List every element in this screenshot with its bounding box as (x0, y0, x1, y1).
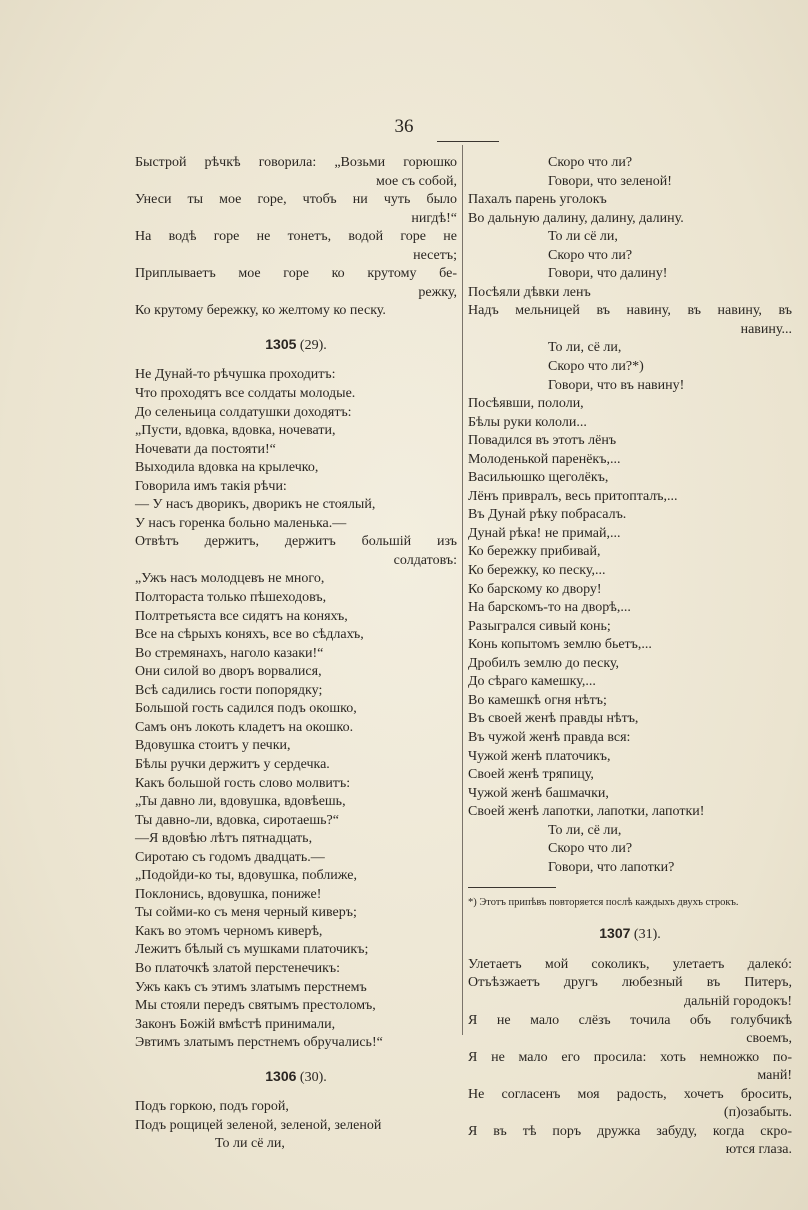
text-line: Я не мало слёзъ точила объ голубчикѣ (468, 1012, 792, 1028)
text-line: Посѣявши, пололи, (468, 396, 584, 412)
text-line: Не согласенъ моя радость, хочетъ бросить, (468, 1086, 792, 1102)
text-line: Ты давно-ли, вдовка, сиротаешь?“ (135, 812, 339, 828)
text-line: Бѣлы ручки держитъ у сердечка. (135, 756, 330, 772)
song-heading-1307 (468, 924, 792, 945)
text-line: Васильюшко щеголёкъ, (468, 470, 609, 486)
column-divider (462, 145, 463, 1035)
text-line: Быстрой рѣчкѣ говорила: „Возьми горюшко (135, 155, 457, 170)
text-line: Большой гость садился подъ окошко, (135, 701, 357, 717)
text-line: Бѣлы руки кололи... (468, 414, 587, 430)
text-line: Я въ тѣ поръ дружка забуду, когда скро- (468, 1123, 792, 1139)
text-line: Скоро что ли? (548, 155, 633, 170)
text-line: Посѣяли дѣвки ленъ (468, 284, 591, 300)
text-line: Вдовушка стоитъ у печки, (135, 738, 291, 754)
text-line: навину... (740, 321, 792, 337)
song-heading-1306 (135, 1067, 457, 1088)
text-line: Ко барскому ко двору! (468, 581, 602, 597)
text-line: Въ чужой женѣ правда вся: (468, 729, 631, 745)
text-line: Скоро что ли? (548, 247, 633, 263)
text-line: Отвѣтъ держитъ, держитъ большій изъ (135, 534, 457, 550)
song-heading-1305 (135, 335, 457, 356)
text-line: Дунай рѣка! не примай,... (468, 525, 621, 541)
text-line: Во платочкѣ златой перстенечикъ: (135, 960, 341, 976)
text-line: Въ своей женѣ правды нѣтъ, (468, 711, 639, 727)
text-line: Повадился въ этотъ лёнъ (468, 433, 617, 449)
song-subnumber: (30). (299, 1069, 327, 1085)
text-line: своемъ, (746, 1031, 792, 1047)
text-line: — У насъ дворикъ, дворикъ не стоялый, (135, 497, 376, 513)
text-line: На водѣ горе не тонетъ, водой горе не (135, 229, 457, 245)
text-line: Приплываетъ мое горе ко крутому бе- (135, 266, 457, 282)
text-line: (п)озабыть. (723, 1105, 792, 1121)
text-line: Отъѣзжаетъ другъ любезный въ Питеръ, (468, 975, 792, 991)
text-line: Ко бережку, ко песку,... (468, 563, 606, 579)
text-line: Во дальную далину, далину, далину. (468, 210, 684, 226)
text-line: „Подойди-ко ты, вдовушка, поближе, (135, 868, 357, 884)
text-line: Лежитъ бѣлый съ мушками платочикъ; (135, 942, 369, 958)
song-subnumber: (31). (633, 927, 661, 943)
text-line: Своей женѣ лапотки, лапотки, лапотки! (468, 804, 705, 820)
text-line: мое съ собой, (375, 173, 457, 189)
text-line: Говорила имъ такія рѣчи: (135, 478, 287, 494)
text-line: „Ты давно ли, вдовушка, вдовѣешь, (135, 794, 346, 810)
text-line: Говори, что далину! (548, 266, 668, 282)
text-line: ются глаза. (725, 1142, 792, 1158)
text-line: режку, (418, 284, 457, 300)
text-line: Чужой женѣ башмачки, (468, 785, 609, 801)
text-line: Ты сойми-ко съ меня черный киверъ; (135, 905, 357, 921)
text-line: Во камешкѣ огня нѣтъ; (468, 692, 607, 708)
text-line: Подъ рощицей зеленой, зеленой, зеленой (135, 1117, 382, 1133)
text-line: Законъ Божій вмѣстѣ принимали, (135, 1016, 336, 1032)
text-line: „Ужъ насъ молодцевъ не много, (135, 571, 325, 587)
page-number: 36 (394, 116, 414, 137)
text-line: То ли, сё ли, (548, 340, 622, 356)
text-line: Все на сѣрыхъ коняхъ, все во сѣдлахъ, (135, 627, 364, 643)
song-number: 1307 (599, 925, 631, 942)
text-line: Полтораста только пѣшеходовъ, (135, 590, 327, 606)
text-line: Ко крутому бережку, ко желтому ко песку. (135, 303, 386, 319)
text-line: солдатовъ: (393, 552, 457, 568)
text-line: Я не мало его просила: хоть немножко по- (468, 1049, 792, 1065)
text-line: Не Дунай-то рѣчушка проходитъ: (135, 367, 336, 383)
text-line: несетъ; (413, 247, 457, 263)
text-line: Своей женѣ тряпицу, (468, 767, 594, 783)
text-line: Скоро что ли?*) (548, 359, 644, 375)
song-number: 1305 (265, 335, 297, 352)
text-line: Ужъ какъ съ этимъ златымъ перстнемъ (135, 979, 367, 995)
text-line: Подъ горкою, подъ горой, (135, 1099, 289, 1115)
text-line: Говори, что въ навину! (548, 377, 685, 393)
footnote: *) Этотъ припѣвъ повторяется послѣ каждыхъ двухъ строкъ. (468, 897, 739, 909)
text-line: манй! (757, 1068, 792, 1084)
text-line: Разыгрался сивый конь; (468, 618, 611, 634)
text-line: Выходила вдовка на крылечко, (135, 460, 319, 476)
text-line: Лёнъ привралъ, весь притопталъ,... (468, 488, 678, 504)
footnote-rule (468, 887, 556, 888)
text-line: До селеньица солдатушки доходятъ: (135, 404, 352, 420)
text-line: На барскомъ-то на дворѣ,... (468, 600, 631, 616)
text-line: Въ Дунай рѣку побрасалъ. (468, 507, 627, 523)
text-line: Во стремянахъ, наголо казаки!“ (135, 645, 324, 661)
text-line: Сиротаю съ годомъ двадцать.— (135, 849, 325, 865)
text-line: Какъ во этомъ черномъ киверѣ, (135, 923, 323, 939)
text-line: Ко бережку прибивай, (468, 544, 601, 560)
text-line: Чужой женѣ платочикъ, (468, 748, 611, 764)
text-line: Конь копытомъ землю бьетъ,... (468, 637, 652, 653)
text-line: У насъ горенка больно маленька.— (135, 515, 347, 531)
text-line: То ли, сё ли, (548, 822, 622, 838)
text-line: Поклонись, вдовушка, пониже! (135, 886, 322, 902)
text-line: Улетаетъ мой соколикъ, улетаетъ далекó: (468, 956, 792, 972)
text-line: Полтретьяста все сидятъ на коняхъ, (135, 608, 348, 624)
text-line: Мы стояли передъ святымъ престоломъ, (135, 998, 376, 1014)
left-column (135, 154, 457, 1154)
text-line: Всѣ садились гости попорядку; (135, 682, 323, 698)
page-number-rule (437, 141, 499, 142)
text-line: То ли сё ли, (548, 229, 618, 245)
text-line: —Я вдовѣю лѣтъ пятнадцать, (135, 831, 313, 847)
text-line: дальній городокъ! (683, 993, 792, 1009)
text-line: Надъ мельницей въ навину, въ навину, въ (468, 303, 792, 319)
text-line: До сѣраго камешку,... (468, 674, 596, 690)
text-line: Скоро что ли? (548, 841, 633, 857)
text-line: Самъ онъ локоть кладетъ на окошко. (135, 719, 354, 735)
text-line: „Пусти, вдовка, вдовка, ночевати, (135, 423, 336, 439)
text-line: Какъ большой гость слово молвитъ: (135, 775, 351, 791)
text-line: Пахалъ парень уголокъ (468, 192, 607, 208)
text-line: Ночевати да постояти!“ (135, 441, 276, 457)
text-line: нигдѣ!“ (411, 210, 457, 226)
text-line: Молоденькой паренёкъ,... (468, 451, 621, 467)
song-number: 1306 (265, 1067, 297, 1084)
text-line: Эвтимъ златымъ перстнемъ обручались!“ (135, 1035, 383, 1051)
song-subnumber: (29). (299, 337, 327, 353)
text-line: Дробилъ землю до песку, (468, 655, 620, 671)
text-line: Они силой во дворъ ворвалися, (135, 664, 322, 680)
text-line: Что проходятъ все солдаты молодые. (135, 386, 356, 402)
right-column (468, 154, 792, 1160)
text-line: Унеси ты мое горе, чтобъ ни чуть было (135, 192, 457, 208)
text-line: Говори, что зеленой! (548, 173, 672, 189)
text-line: Говори, что лапотки? (548, 859, 675, 875)
text-line: То ли сё ли, (215, 1136, 285, 1152)
